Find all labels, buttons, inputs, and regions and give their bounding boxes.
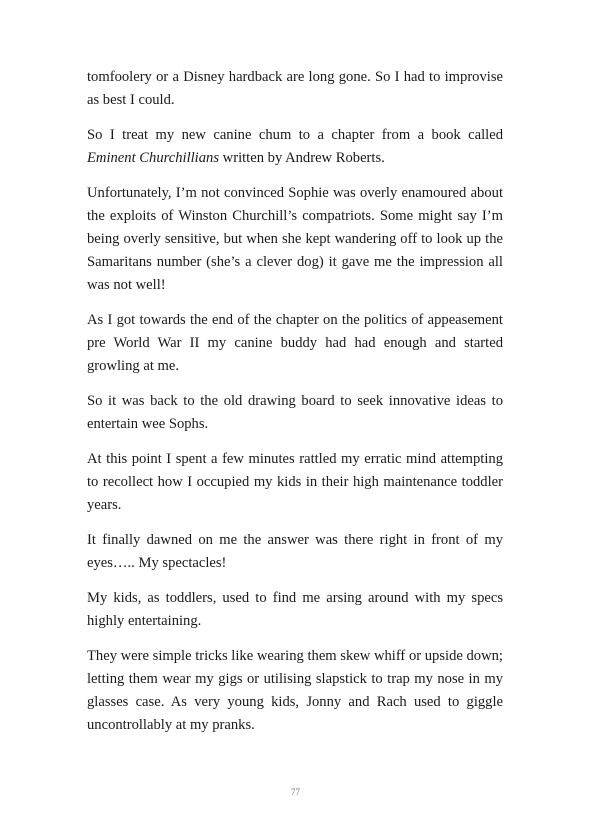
page-number: 77 xyxy=(291,787,300,797)
paragraph-6: At this point I spent a few minutes rattled my erratic mind attempting to recollect how I occupied my kids in their high maintenance toddler years. xyxy=(87,451,503,513)
paragraph-1: tomfoolery or a Disney hardback are long gone. So I had to improvise as best I could. xyxy=(87,69,503,108)
paragraph-9: They were simple tricks like wearing them skew whiff or upside down; letting them wear my gigs or utilising slapstick to trap my nose in my glasses case. As very young kids, Jonny and Rach used to giggle uncontrollably at my pranks. xyxy=(87,648,503,733)
book-title: Eminent Churchillians xyxy=(87,150,220,166)
paragraph-2-before: So I treat my new canine chum to a chapter from a book called xyxy=(87,127,503,143)
paragraph-8: My kids, as toddlers, used to find me arsing around with my specs highly entertaining. xyxy=(87,590,503,629)
body-text xyxy=(87,66,503,749)
paragraph-5: So it was back to the old drawing board to seek innovative ideas to entertain wee Sophs. xyxy=(87,393,503,432)
paragraph-2-after: written by Andrew Roberts. xyxy=(219,150,385,166)
paragraph-4: As I got towards the end of the chapter on the politics of appeasement pre World War II my canine buddy had had enough and started growling at me. xyxy=(87,312,503,374)
paragraph-2 xyxy=(87,124,503,170)
paragraph-3: Unfortunately, I’m not convinced Sophie was overly enamoured about the exploits of Winston Churchill’s compatriots. Some might say I’m being overly sensitive, but when she kept wandering off to look up the Samaritans number (she’s a clever dog) it gave me the impression all was not well! xyxy=(87,185,503,293)
paragraph-7: It finally dawned on me the answer was there right in front of my eyes….. My spectacles! xyxy=(87,532,503,571)
